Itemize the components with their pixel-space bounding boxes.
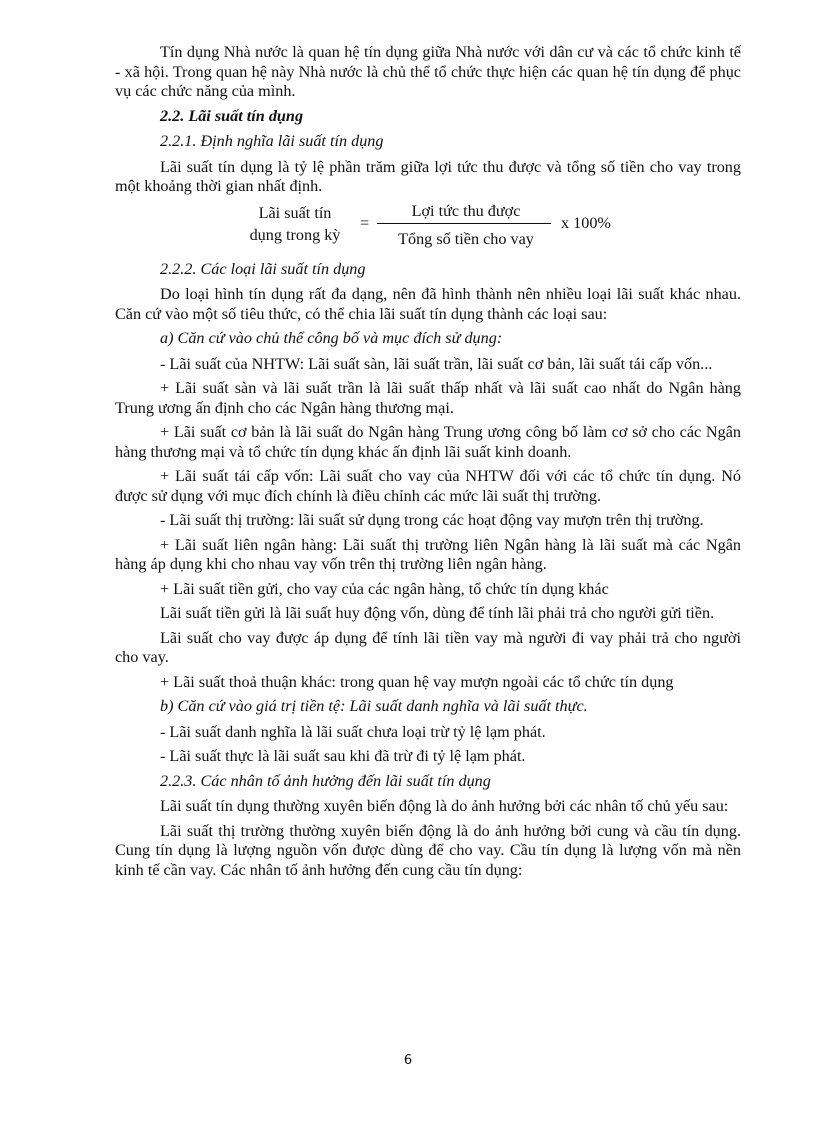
formula-left (245, 202, 345, 246)
formula-numerator: Lợi tức thu được (411, 201, 521, 220)
paragraph: + Lãi suất tái cấp vốn: Lãi suất cho vay của NHTW đối với các tổ chức tín dụng. Nó được sử dụng với mục đích chính là điều chỉnh các mức lãi suất thị trường. (115, 467, 741, 505)
paragraph: + Lãi suất thoả thuận khác: trong quan hệ vay mượn ngoài các tổ chức tín dụng (160, 672, 674, 691)
interest-rate-formula (115, 202, 741, 252)
paragraph: Lãi suất thị trường thường xuyên biến động là do ảnh hưởng bởi cung và cầu tín dụng. Cung tín dụng là lượng nguồn vốn được dùng để cho vay. Cầu tín dụng là lượng vốn mà nền kinh tế cần vay. Các nhân tố ảnh hưởng đến cung cầu tín dụng: (115, 821, 741, 879)
formula-left-line2: dụng trong kỳ (249, 225, 341, 244)
formula-equals: = (360, 213, 370, 232)
section-heading: a) Căn cứ vào chủ thể công bố và mục đích sử dụng: (160, 329, 503, 347)
section-heading: 2.2.2. Các loại lãi suất tín dụng (160, 259, 366, 278)
paragraph: Lãi suất cho vay được áp dụng để tính lãi tiền vay mà người đi vay phải trả cho người cho vay. (115, 628, 741, 666)
fraction-bar (377, 223, 551, 224)
paragraph: - Lãi suất danh nghĩa là lãi suất chưa loại trừ tỷ lệ lạm phát. (160, 722, 546, 741)
section-heading: 2.2. Lãi suất tín dụng (160, 106, 304, 125)
paragraph: Tín dụng Nhà nước là quan hệ tín dụng giữa Nhà nước với dân cư và các tổ chức kinh tế - xã hội. Trong quan hệ này Nhà nước là chủ thể tổ chức thực hiện các quan hệ tín dụng để phục vụ các chức năng của mình. (115, 43, 741, 100)
paragraph: Lãi suất tín dụng thường xuyên biến động là do ảnh hưởng bởi các nhân tố chủ yếu sau: (160, 797, 729, 815)
paragraph: + Lãi suất cơ bản là lãi suất do Ngân hàng Trung ương công bố làm cơ sở cho các Ngân hàng thương mại và tổ chức tín dụng khác ấn định lãi suất kinh doanh. (115, 423, 741, 461)
paragraph: Lãi suất tiền gửi là lãi suất huy động vốn, dùng để tính lãi phải trả cho người gửi tiền. (160, 604, 715, 622)
paragraph: + Lãi suất liên ngân hàng: Lãi suất thị trường liên Ngân hàng là lãi suất mà các Ngân hàng áp dụng khi cho nhau vay vốn trên thị trường liên ngân hàng. (115, 535, 741, 573)
section-heading: b) Căn cứ vào giá trị tiền tệ: Lãi suất danh nghĩa và lãi suất thực. (160, 697, 588, 715)
paragraph: - Lãi suất thị trường: lãi suất sử dụng trong các hoạt động vay mượn trên thị trường. (160, 511, 704, 529)
paragraph: - Lãi suất của NHTW: Lãi suất sàn, lãi suất trần, lãi suất cơ bản, lãi suất tái cấp vốn... (160, 354, 713, 373)
page-number: 6 (403, 1053, 413, 1068)
document-body (115, 43, 741, 885)
formula-left-line1: Lãi suất tín (258, 203, 332, 222)
paragraph: Do loại hình tín dụng rất đa dạng, nên đã hình thành nên nhiều loại lãi suất khác nhau. Căn cứ vào một số tiêu thức, có thể chia lãi suất tín dụng thành các loại sau: (115, 285, 741, 323)
paragraph: + Lãi suất sàn và lãi suất trần là lãi suất thấp nhất và lãi suất cao nhất do Ngân hàng Trung ương ấn định cho các Ngân hàng thương mại. (115, 379, 741, 417)
paragraph: + Lãi suất tiền gửi, cho vay của các ngân hàng, tổ chức tín dụng khác (160, 579, 609, 598)
paragraph: Lãi suất tín dụng là tỷ lệ phần trăm giữa lợi tức thu được và tổng số tiền cho vay trong một khoảng thời gian nhất định. (115, 157, 741, 195)
formula-multiplier: x 100% (561, 213, 611, 232)
section-heading: 2.2.3. Các nhân tố ảnh hưởng đến lãi suất tín dụng (160, 771, 491, 790)
paragraph: - Lãi suất thực là lãi suất sau khi đã trừ đi tỷ lệ lạm phát. (160, 747, 526, 765)
section-heading: 2.2.1. Định nghĩa lãi suất tín dụng (160, 132, 384, 150)
formula-denominator: Tổng số tiền cho vay (398, 229, 534, 248)
